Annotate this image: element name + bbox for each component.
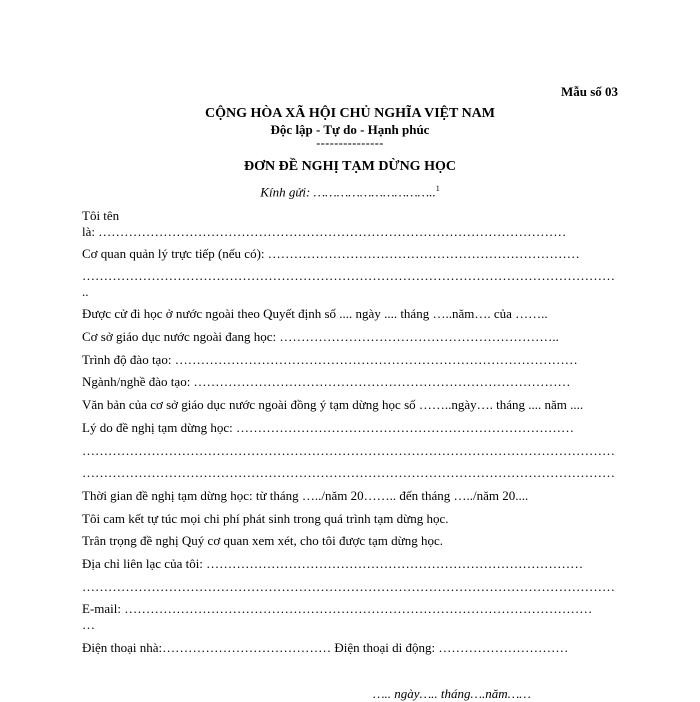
decision-field: Được cử đi học ở nước ngoài theo Quyết định số .... ngày .... tháng …..năm…. của …….. [82, 306, 548, 321]
phone-field: Điện thoại nhà:………………………………… Điện thoại di động: ………………………… [82, 640, 569, 655]
major-field: Ngành/nghề đào tạo: …………………………………………………………………………… [82, 374, 571, 389]
address-field: Địa chỉ liên lạc của tôi: …………………………………………………………………………… [82, 556, 584, 571]
reason-field-continued-1: …………………………………………………………………………………………………………… [82, 443, 615, 458]
suspension-period-field: Thời gian đề nghị tạm dừng học: từ tháng …../năm 20…….. đến tháng …../năm 20.... [82, 488, 529, 503]
commitment-statement: Tôi cam kết tự túc mọi chi phí phát sinh trong quá trình tạm dừng học. [82, 511, 449, 526]
recipient-label: Kính gửi: ………………………….. [260, 184, 436, 200]
institution-field: Cơ sở giáo dục nước ngoài đang học: ……………………………………………………….. [82, 329, 559, 344]
address-field-continued: …………………………………………………………………………………………………………… [82, 579, 615, 594]
reason-field-continued-2: …………………………………………………………………………………………………………… [82, 465, 615, 480]
motto: Độc lập - Tự do - Hạnh phúc [270, 122, 430, 137]
email-field-continued: … [82, 617, 95, 632]
email-field: E-mail: ……………………………………………………………………………………………… [82, 601, 593, 616]
form-code: Mẫu số 03 [560, 84, 618, 99]
document-title: ĐƠN ĐỀ NGHỊ TẠM DỪNG HỌC [244, 159, 456, 174]
agency-field-continued: …………………………………………………………………………………………………………… [82, 268, 615, 283]
name-label: Tôi tên [82, 208, 120, 223]
footnote-marker: 1 [435, 184, 440, 193]
reason-field: Lý do đề nghị tạm dừng học: …………………………………………………………………… [82, 420, 574, 435]
agency-field: Cơ quan quản lý trực tiếp (nếu có): ……………………………………………………………… [82, 246, 580, 261]
approval-document-field: Văn bản của cơ sở giáo dục nước ngoài đồng ý tạm dừng học số ……..ngày…. tháng .... năm .... [82, 397, 584, 412]
recipient-line [80, 184, 620, 200]
separator: --------------- [316, 136, 384, 150]
date-line: ….. ngày….. tháng….năm…… [373, 686, 531, 701]
request-statement: Trân trọng đề nghị Quý cơ quan xem xét, cho tôi được tạm dừng học. [82, 533, 443, 548]
name-field: là: ……………………………………………………………………………………………… [82, 224, 567, 239]
agency-field-continued-end: .. [82, 284, 89, 299]
training-level-field: Trình độ đào tạo: ………………………………………………………………………………… [82, 352, 578, 367]
nation-heading: CỘNG HÒA XÃ HỘI CHỦ NGHĨA VIỆT NAM [204, 106, 495, 121]
